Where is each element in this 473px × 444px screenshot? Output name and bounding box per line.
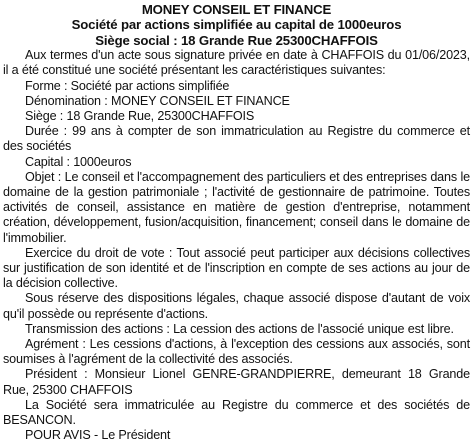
company-form-capital: Société par actions simplifiée au capital de 1000euros — [71, 17, 402, 33]
company-name: MONEY CONSEIL ET FINANCE — [141, 2, 332, 17]
duration-paragraph: Durée : 99 ans à compter de son immatriculation au Registre du commerce et des sociétés — [3, 124, 470, 154]
registration-paragraph: La Société sera immatriculée au Registre du commerce et des sociétés de BESANCON. — [3, 397, 470, 428]
incorporation-paragraph: Aux termes d'un acte sous signature privée en date à CHAFFOIS du 01/06/2023, il a été constitué une société présentant les caractéristiques suivantes: — [3, 48, 470, 78]
registered-office-line: Siège : 18 Grande Rue, 25300CHAFFOIS — [25, 109, 255, 124]
legal-form-line: Forme : Société par actions simplifiée — [25, 78, 230, 93]
share-transfer-line: Transmission des actions : La cession des actions de l'associé unique est libre. — [25, 321, 454, 336]
purpose-paragraph: Objet : Le conseil et l'accompagnement des particuliers et des entreprises dans le domaine de la gestion patrimoniale ; l'activité de gestionnaire de patrimoine. Toutes activités de conseil, assistance en matière de gestion d'entreprise, notamment création, développement, fusion/acquisition, financement; conseil dans le domaine de l'immobilier. — [3, 169, 470, 245]
president-paragraph: Président : Monsieur Lionel GENRE-GRANDPIERRE, demeurant 18 Grande Rue, 25300 CHAFFOIS — [3, 367, 470, 397]
capital-line: Capital : 1000euros — [25, 154, 132, 169]
company-name-line: Dénomination : MONEY CONSEIL ET FINANCE — [25, 93, 290, 108]
signature-line: POUR AVIS - Le Président — [25, 428, 171, 443]
approval-paragraph: Agrément : Les cessions d'actions, à l'exception des cessions aux associés, sont soumises à l'agrément de la collectivité des associés. — [3, 337, 470, 367]
voting-rights-paragraph: Exercice du droit de vote : Tout associé peut participer aux décisions collectives sur justification de son identité et de l'inscription en compte de ses actions au jour de la décision collective. — [3, 245, 470, 291]
registered-office: Siège social : 18 Grande Rue 25300CHAFFOIS — [95, 32, 378, 48]
votes-paragraph: Sous réserve des dispositions légales, chaque associé dispose d'autant de voix qu'il possède ou représente d'actions. — [3, 291, 470, 321]
